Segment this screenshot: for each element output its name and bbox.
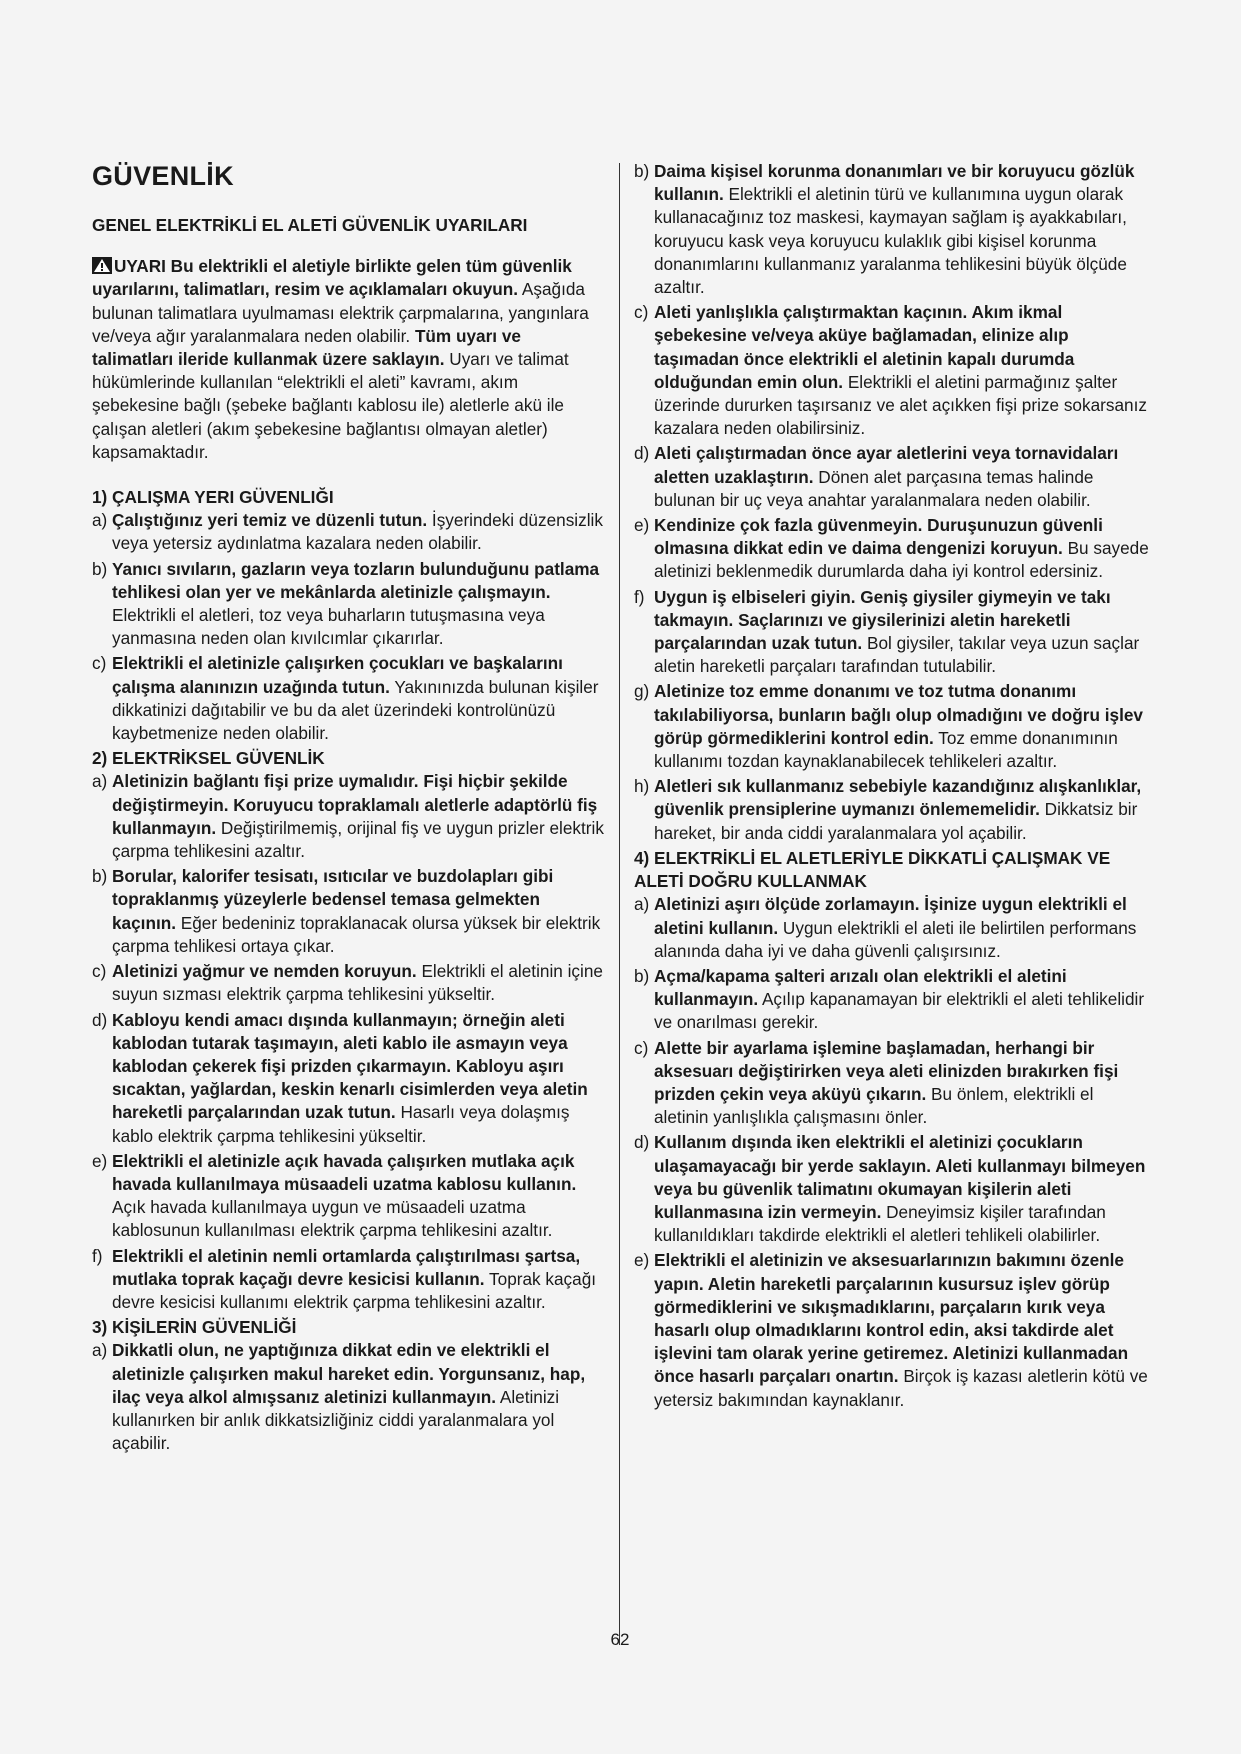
item-bold-text: Kullanım dışında iken elektrikli el aletinizi çocukların ulaşamayacağı bir yerde saklayın. Aleti kullanmayı bilmeyen veya bu güvenlik talimatını okumayan kişilerin aleti kullanmasına izin vermeyin. <box>654 1132 1146 1222</box>
instruction-item <box>92 1009 605 1148</box>
item-bold-text: Elektrikli el aletinizle çalışırken çocukları ve başkalarını çalışma alanınızın uzağında tutun. <box>112 653 563 697</box>
instruction-item <box>634 586 1149 679</box>
item-bold-text: Aleti çalıştırmadan önce ayar aletlerini veya tornavidaları aletten uzaklaştırın. <box>654 443 1119 487</box>
instruction-item <box>634 965 1149 1035</box>
item-bold-text: Yanıcı sıvıların, gazların veya tozların bulunduğunu patlama tehlikesi olan yer ve mekânlarda aletinizle çalışmayın. <box>112 558 600 602</box>
item-text: Aletinizi kullanırken bir anlık dikkatsizliğiniz ciddi yaralanmalara yol açabilir. <box>112 1386 560 1454</box>
instruction-item <box>634 1037 1149 1130</box>
item-label: f) <box>92 1245 103 1266</box>
instruction-item <box>634 893 1149 963</box>
item-label: c) <box>92 961 107 982</box>
instruction-item <box>634 775 1149 845</box>
instruction-item <box>634 301 1149 440</box>
instruction-item <box>634 680 1149 773</box>
item-label: a) <box>92 1340 108 1361</box>
item-bold-text: Aletinizi yağmur ve nemden koruyun. <box>112 961 417 982</box>
item-bold-text: Alette bir ayarlama işlemine başlamadan, herhangi bir aksesuarı değiştirirken veya aleti elinizden bırakırken fişi prizden çekin veya aküyü çıkarın. <box>654 1037 1119 1104</box>
item-text: Bu sayede aletinizi beklenmedik durumlarda daha iyi kontrol edersiniz. <box>654 538 1149 582</box>
item-label: b) <box>634 161 650 181</box>
instruction-item <box>92 770 605 863</box>
item-label: e) <box>634 1250 650 1271</box>
item-text: Elektrikli el aletleri, toz veya buharların tutuşmasına veya yanmasına neden olan kıvılcımlar çıkarırlar. <box>112 605 545 649</box>
warning-triangle-icon <box>92 257 112 274</box>
intro-paragraph <box>92 255 605 464</box>
item-label: d) <box>634 443 650 464</box>
item-label: f) <box>634 586 645 607</box>
page-title: GÜVENLİK <box>92 161 234 191</box>
instruction-item <box>92 1150 605 1243</box>
item-bold-text: Çalıştığınız yeri temiz ve düzenli tutun. <box>112 510 428 531</box>
item-bold-text: Elektrikli el aletinin nemli ortamlarda çalıştırılması şartsa, mutlaka toprak kaçağı devre kesicisi kullanın. <box>112 1245 581 1289</box>
instruction-item <box>92 1245 605 1315</box>
item-bold-text: Daima kişisel korunma donanımları ve bir koruyucu gözlük kullanın. <box>654 161 1135 205</box>
item-bold-text: Açma/kapama şalteri arızalı olan elektrikli el aletini kullanmayın. <box>654 965 1067 1010</box>
item-text: Elektrikli el aletinin türü ve kullanımına uygun olarak kullanacağınız toz maskesi, kaymayan sağlam iş ayakkabıları, koruyucu kask veya koruyucu kulaklık gibi kişisel korunma donanımlarını kullanmanız yaralanma tehlikesini büyük ölçüde azaltır. <box>654 184 1127 298</box>
intro-bold-1: UYARI Bu elektrikli el aletiyle birlikte gelen tüm güvenlik uyarılarını, talimatları, resim ve açıklamaları okuyun. <box>92 256 572 300</box>
section-heading: 1) ÇALIŞMA YERI GÜVENLIĞI <box>92 487 334 508</box>
instruction-item <box>634 442 1149 512</box>
instruction-item <box>634 1131 1149 1247</box>
item-label: d) <box>634 1132 650 1153</box>
instruction-item <box>92 558 605 651</box>
instruction-item <box>634 160 1149 299</box>
item-text: İşyerindeki düzensizlik veya yetersiz aydınlatma kazalara neden olabilir. <box>112 510 603 554</box>
section-heading: 4) ELEKTRİKLİ EL ALETLERİYLE DİKKATLİ ÇALIŞMAK VE ALETİ DOĞRU KULLANMAK <box>634 847 1111 892</box>
intro-text-1: Aşağıda bulunan talimatlara uyulmaması elektrik çarpmalarına, yangınlara ve/veya ağır yaralanmalara neden olabilir. <box>92 279 589 346</box>
item-label: c) <box>92 653 107 674</box>
item-bold-text: Borular, kalorifer tesisatı, ısıtıcılar ve buzdolapları gibi topraklanmış yüzeylerle bedensel temasa gelmekten kaçının. <box>112 866 554 933</box>
item-text: Elektrikli el aletini parmağınız şalter üzerinde dururken taşırsanız ve alet açıkken fişi prize sokarsanız kazalara neden olabilirsiniz. <box>654 371 1147 439</box>
item-text: Toprak kaçağı devre kesicisi kullanımı elektrik çarpma tehlikesini azaltır. <box>112 1268 597 1312</box>
item-bold-text: Aletinize toz emme donanımı ve toz tutma donanımı takılabiliyorsa, bunların bağlı olup olmadığını ve doğru işlev görüp görmediklerini kontrol edin. <box>654 681 1143 748</box>
item-bold-text: Aletinizin bağlantı fişi prize uymalıdır. Fişi hiçbir şekilde değiştirmeyin. Koruyucu topraklamalı aletlerle adaptörlü fiş kullanmayın. <box>112 771 598 838</box>
instruction-item <box>634 514 1149 584</box>
item-text: Açık havada kullanılmaya uygun ve müsaadeli uzatma kablosunun kullanılması elektrik çarpma tehlikesini azaltır. <box>112 1197 553 1241</box>
left-instruction-list <box>92 486 605 1455</box>
instruction-item <box>92 865 605 958</box>
instruction-item <box>92 1339 605 1455</box>
item-label: c) <box>634 302 649 323</box>
item-label: h) <box>634 776 650 797</box>
item-text: Bol giysiler, takılar veya uzun saçlar aletin hareketli parçaları tarafından tutulabilir. <box>654 633 1140 677</box>
section-heading: 2) ELEKTRİKSEL GÜVENLİK <box>92 748 325 769</box>
instruction-item <box>92 960 605 1006</box>
item-text: Hasarlı veya dolaşmış kablo elektrik çarpma tehlikesini yükseltir. <box>112 1102 570 1146</box>
item-label: c) <box>634 1037 649 1058</box>
item-text: Bu önlem, elektrikli el aletinin yanlışlıkla çalışmasını önler. <box>654 1083 1094 1128</box>
item-text: Toz emme donanımının kullanımı tozdan kaynaklanabilecek tehlikeleri azaltır. <box>654 727 1118 772</box>
section-subtitle: GENEL ELEKTRİKLİ EL ALETİ GÜVENLİK UYARILARI <box>92 215 528 235</box>
item-bold-text: Dikkatli olun, ne yaptığınıza dikkat edin ve elektrikli el aletinizle çalışırken makul hareket edin. Yorgunsanız, hap, ilaç veya alkol almışsanız aletinizi kullanmayın. <box>112 1340 586 1407</box>
item-text: Elektrikli el aletinin içine suyun sızması elektrik çarpma tehlikesini yükseltir. <box>112 961 603 1005</box>
item-text: Dikkatsiz bir hareket, bir anda ciddi yaralanmalara yol açabilir. <box>654 799 1138 843</box>
section-heading: 3) KİŞİLERİN GÜVENLİĞİ <box>92 1317 297 1338</box>
item-label: b) <box>92 558 108 579</box>
right-instruction-list <box>634 160 1149 1412</box>
item-label: g) <box>634 681 650 702</box>
intro-bold-2: Tüm uyarı ve talimatları ileride kullanmak üzere saklayın. <box>92 325 521 370</box>
item-bold-text: Aletinizi aşırı ölçüde zorlamayın. İşinize uygun elektrikli el aletini kullanın. <box>654 894 1127 938</box>
item-bold-text: Elektrikli el aletinizle açık havada çalışırken mutlaka açık havada kullanılmaya müsaadeli uzatma kablosu kullanın. <box>112 1150 577 1194</box>
item-text: Eğer bedeniniz topraklanacak olursa yüksek bir elektrik çarpma tehlikesi ortaya çıkar. <box>112 912 601 956</box>
item-label: b) <box>92 866 108 887</box>
item-text: Birçok iş kazası aletlerin kötü ve yetersiz bakımından kaynaklanır. <box>654 1366 1148 1410</box>
item-bold-text: Kendinize çok fazla güvenmeyin. Duruşunuzun güvenli olmasına dikkat edin ve daima dengenizi koruyun. <box>654 515 1103 559</box>
item-label: a) <box>92 771 108 792</box>
instruction-item <box>92 509 605 555</box>
item-text: Dönen alet parçasına temas halinde bulunan bir uç veya anahtar yaralanmalara neden olabilir. <box>654 466 1094 510</box>
left-column <box>92 160 605 1457</box>
item-bold-text: Aletleri sık kullanmanız sebebiyle kazandığınız alışkanlıklar, güvenlik prensiplerine uymanızı önlememelidir. <box>654 776 1142 820</box>
item-text: Deneyimsiz kişiler tarafından kullanıldıkları takdirde elektrikli el aletleri tehlikeli olabilirler. <box>654 1201 1106 1246</box>
column-divider <box>619 163 620 1645</box>
instruction-item <box>634 1249 1149 1411</box>
instruction-item <box>92 652 605 745</box>
item-bold-text: Kabloyu kendi amacı dışında kullanmayın; örneğin aleti kablodan tutarak taşımayın, aleti kablo ile asmayın veya kablodan çekerek fişi prizden çıkarmayın. Kabloyu aşırı sıcaktan, yağlardan, keskin kenarlı cisimlerden veya aletin hareketli parçalarından uzak tutun. <box>112 1009 588 1123</box>
item-bold-text: Elektrikli el aletinizin ve aksesuarlarınızın bakımını özenle yapın. Aletin hareketli parçalarının kusursuz işlev görüp görmediklerini ve sıkışmadıklarını, parçaların kırık veya hasarlı olup olmadıklarını kontrol edin, aksi takdirde alet işlevini tam olarak yerine getiremez. Aletinizi kullanmadan önce hasarlı parçaları onartın. <box>654 1250 1129 1387</box>
item-label: e) <box>92 1150 108 1171</box>
item-text: Uygun elektrikli el aleti ile belirtilen performans alanında daha iyi ve daha güvenli çalışırsınız. <box>654 917 1137 961</box>
right-column <box>634 160 1149 1414</box>
item-label: a) <box>92 510 108 531</box>
item-text: Yakınınızda bulunan kişiler dikkatinizi dağıtabilir ve bu da alet üzerindeki kontrolünüzü kaybetmenize neden olabilir. <box>112 676 599 744</box>
intro-text-2: Uyarı ve talimat hükümlerinde kullanılan “elektrikli el aleti” kavramı, akım şebekesine bağlı (şebeke bağlantı kablosu ile) aletlerle akü ile çalışan aletleri (akım şebekesine bağlantısı olmayan aletler) kapsamaktadır. <box>92 349 569 462</box>
item-label: a) <box>634 894 650 915</box>
item-label: e) <box>634 515 650 536</box>
item-text: Değiştirilmemiş, orijinal fiş ve uygun prizler elektrik çarpma tehlikesini azaltır. <box>112 817 604 862</box>
item-bold-text: Aleti yanlışlıkla çalıştırmaktan kaçının. Akım ikmal şebekesine ve/veya aküye bağlamadan, elinize alıp taşımadan önce elektrikli el aletinin kapalı durumda olduğundan emin olun. <box>654 302 1075 392</box>
item-bold-text: Uygun iş elbiseleri giyin. Geniş giysiler giymeyin ve takı takmayın. Saçlarınızı ve giysilerinizi aletin hareketli parçalarından uzak tutun. <box>654 586 1111 654</box>
item-label: b) <box>634 965 650 986</box>
item-text: Açılıp kapanamayan bir elektrikli el aleti tehlikelidir ve onarılması gerekir. <box>654 989 1145 1033</box>
item-label: d) <box>92 1009 108 1030</box>
page-number: 62 <box>610 1630 630 1649</box>
